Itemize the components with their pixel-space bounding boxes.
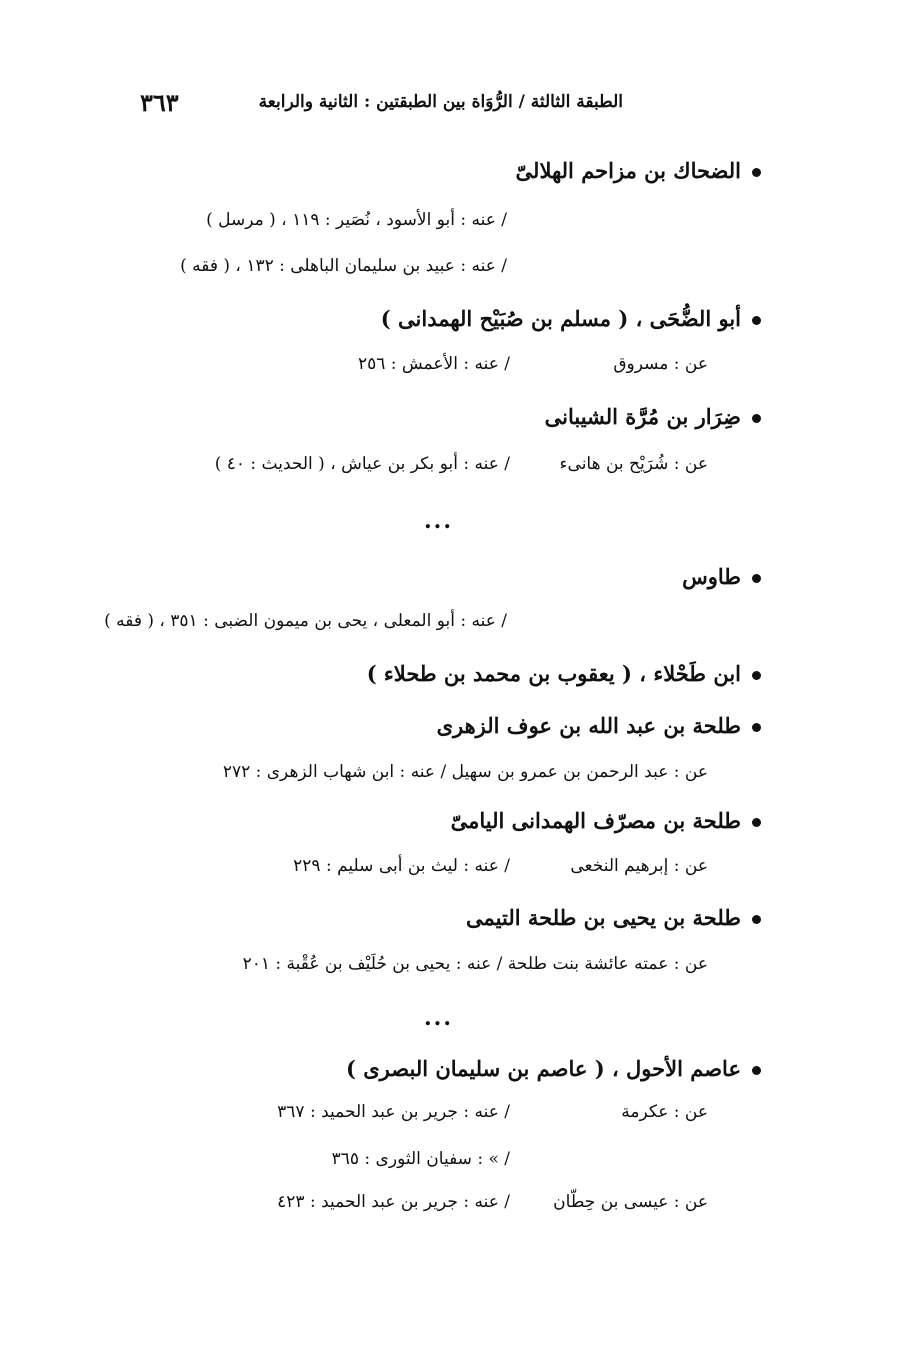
entry-line: عن : عمته عائشة بنت طلحة / عنه : يحيى بن حُلَيْف بن عُقْبة : ٢٠١ [242,954,708,974]
entry-heading [437,713,761,738]
entry-heading [381,306,761,331]
entry-line: عن : عبد الرحمن بن عمرو بن سهيل / عنه : ابن شهاب الزهرى : ٢٧٢ [222,762,708,782]
anhu-column: / » : سفيان الثورى : ٣٦٥ [331,1149,510,1169]
bullet-icon [752,316,761,325]
an-column: عن : عيسى بن حِطّان [553,1192,708,1212]
narrator-name: أبو الضُّحَى ، ( مسلم بن صُبَيْح الهمدانى ) [380,306,741,331]
entry-heading [516,158,761,183]
page-header [140,88,623,124]
narrator-name: طلحة بن يحيى بن طلحة التيمى [466,905,741,930]
anhu-column: / عنه : ليث بن أبى سليم : ٢٢٩ [293,856,510,876]
bullet-icon [752,915,761,924]
running-title: الطبقة الثالثة / الرُّوَاة بين الطبقتين : الثانية والرابعة [258,92,623,112]
an-column: عن : مسروق [613,354,708,374]
entry-heading [346,1056,761,1081]
entry-line: / عنه : عبيد بن سليمان الباهلى : ١٣٢ ، ( فقه ) [180,256,507,276]
narrator-name: الضحاك بن مزاحم الهلالىّ [515,158,741,183]
narrator-name: عاصم الأحول ، ( عاصم بن سليمان البصرى ) [346,1056,741,1081]
entry-heading [545,404,761,429]
bullet-icon [752,1066,761,1075]
section-separator: ... [424,1005,453,1031]
bullet-icon [752,671,761,680]
narrator-name: ابن طَحْلاء ، ( يعقوب بن محمد بن طحلاء ) [366,661,741,686]
anhu-column: / عنه : أبو بكر بن عياش ، ( الحديث : ٤٠ ) [214,454,510,474]
anhu-column: / عنه : جرير بن عبد الحميد : ٣٦٧ [277,1102,510,1122]
entry-heading [367,661,761,686]
entry-heading [682,564,761,589]
section-separator: ... [424,508,453,534]
anhu-column: / عنه : جرير بن عبد الحميد : ٤٢٣ [277,1192,510,1212]
bullet-icon [752,818,761,827]
narrator-name: طلحة بن مصرّف الهمدانى اليامىّ [450,808,741,833]
page-number: ٣٦٣ [140,88,179,117]
entry-line: / عنه : أبو المعلى ، يحى بن ميمون الضبى : ٣٥١ ، ( فقه ) [104,611,507,631]
bullet-icon [752,723,761,732]
narrator-name: ضِرَار بن مُرَّة الشيبانى [544,404,741,429]
an-column: عن : شُرَيْح بن هانىء [559,454,708,474]
bullet-icon [752,414,761,423]
anhu-column: / عنه : الأعمش : ٢٥٦ [357,354,510,374]
bullet-icon [752,168,761,177]
an-column: عن : إبرهيم النخعى [570,856,708,876]
narrator-name: طلحة بن عبد الله بن عوف الزهرى [436,713,741,738]
entry-heading [466,905,761,930]
narrator-name: طاوس [682,564,741,589]
an-column: عن : عكرمة [621,1102,708,1122]
entry-heading [451,808,761,833]
bullet-icon [752,574,761,583]
entry-line: / عنه : أبو الأسود ، نُصَير : ١١٩ ، ( مرسل ) [206,210,507,230]
